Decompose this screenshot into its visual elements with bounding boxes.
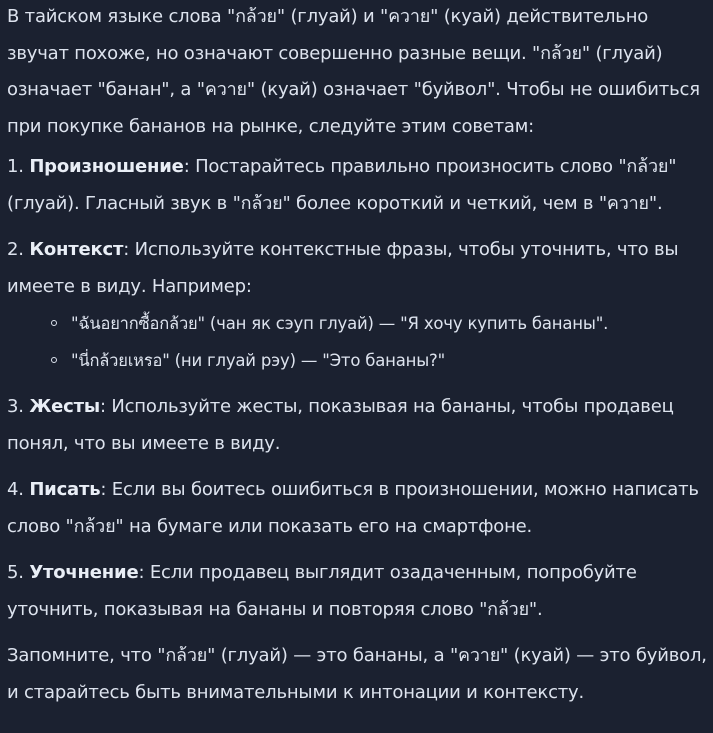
example-item xyxy=(51,305,707,342)
tip-number: 4. xyxy=(7,479,24,500)
circle-bullet-icon xyxy=(51,357,57,363)
tip-text: : Используйте жесты, показывая на бананы, чтобы продавец понял, что вы имеете в виду. xyxy=(7,396,674,454)
tip-number: 2. xyxy=(7,239,24,260)
tip-term: Контекст xyxy=(29,239,124,260)
tip-text: : Используйте контекстные фразы, чтобы уточнить, что вы имеете в виду. Например: xyxy=(7,239,679,297)
tip-number: 5. xyxy=(7,562,24,583)
tip-gestures xyxy=(7,389,707,462)
tip-text: : Если вы боитесь ошибиться в произношении, можно написать слово "กล้วย" на бумаге или показать его на смартфоне. xyxy=(7,479,699,537)
tip-text: : Если продавец выглядит озадаченным, попробуйте уточнить, показывая на бананы и повторяя слово "กล้วย". xyxy=(7,562,637,620)
tip-clarification xyxy=(7,555,707,628)
tip-number: 1. xyxy=(7,156,24,177)
intro-paragraph: В тайском языке слова "กล้วย" (глуай) и "ควาย" (куай) действительно звучат похоже, но означают совершенно разные вещи. "กล้วย" (глуай) означает "банан", а "ควาย" (куай) означает "буйвол". Чтобы не ошибиться при покупке бананов на рынке, следуйте этим советам: xyxy=(7,6,700,137)
tip-term: Произношение xyxy=(29,156,184,177)
tip-pronunciation xyxy=(7,149,707,222)
tip-text: : Постарайтесь правильно произносить слово "กล้วย" (глуай). Гласный звук в "กล้วย" более короткий и четкий, чем в "ควาย". xyxy=(7,156,677,214)
circle-bullet-icon xyxy=(51,320,57,326)
tip-context xyxy=(7,232,707,305)
example-text: "นี่กล้วยเหรอ" (ни глуай рэу) — "Это бананы?" xyxy=(71,351,446,370)
tip-term: Уточнение xyxy=(29,562,139,583)
tip-term: Писать xyxy=(29,479,101,500)
tip-term: Жесты xyxy=(29,396,100,417)
example-list xyxy=(7,305,707,379)
tip-number: 3. xyxy=(7,396,24,417)
example-text: "ฉันอยากซื้อกล้วย" (чан як сэуп глуай) — "Я хочу купить бананы". xyxy=(71,314,609,333)
example-item xyxy=(51,342,707,379)
conclusion-paragraph: Запомните, что "กล้วย" (глуай) — это бананы, а "ควาย" (куай) — это буйвол, и старайтесь быть внимательными к интонации и контексту. xyxy=(7,645,707,703)
tip-writing xyxy=(7,472,707,545)
